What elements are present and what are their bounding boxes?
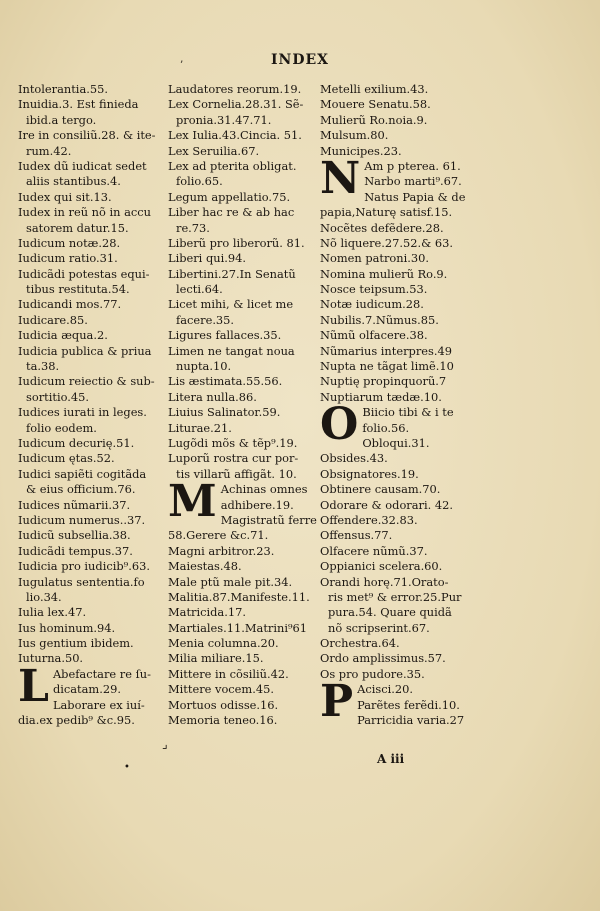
- index-entry: Intolerantia.55.: [18, 82, 108, 96]
- index-entry: Ligures fallaces.35.: [168, 328, 282, 343]
- index-entry: Mouere Senatu.58.: [320, 97, 431, 112]
- index-entry: lio.34.: [26, 589, 62, 604]
- index-entry: Limen ne tangat noua: [168, 343, 295, 358]
- index-entry: ris met⁹ & error.25.Pur: [328, 589, 462, 604]
- index-entry: 58.Gerere &c.71.: [168, 528, 269, 543]
- index-entry: Obsignatores.19.: [320, 466, 419, 481]
- index-entry: folio.56.: [362, 420, 410, 435]
- index-entry: Achinas omnes: [220, 482, 308, 497]
- index-entry: papia,Naturę satisf.15.: [320, 205, 453, 220]
- ink-dot: •: [124, 762, 130, 773]
- index-entry: Nomen patroni.30.: [320, 251, 430, 266]
- index-entry: Iudicia pro iudicib⁹.63.: [18, 559, 150, 574]
- index-entry: Iudex qui sit.13.: [18, 189, 112, 204]
- index-entry: Matricida.17.: [168, 605, 246, 620]
- index-entry: Obsides.43.: [320, 451, 388, 466]
- letter-block-m: [168, 476, 317, 528]
- drop-cap-n: N: [320, 152, 361, 204]
- letter-block-l: [18, 660, 166, 729]
- index-entry: folio.65.: [176, 174, 223, 189]
- index-entry: Mulsum.80.: [320, 128, 389, 143]
- letter-block-p: [320, 676, 468, 728]
- index-column-1: [18, 82, 166, 728]
- index-entry: Iudici sapiẽti cogitãda: [18, 466, 147, 481]
- entries-i: [18, 82, 166, 667]
- index-entry: Abefactare re ſu‑: [52, 666, 151, 681]
- index-entry: Mittere in cõsiliũ.42.: [168, 666, 289, 681]
- index-entry: Lugõdi mõs & tẽp⁹.19.: [168, 435, 298, 450]
- index-entry: Male ptũ male pit.34.: [168, 574, 293, 589]
- drop-cap-m: M: [168, 476, 217, 528]
- index-entry: Iudicum notæ.28.: [18, 235, 121, 250]
- index-entry: Martiales.11.Matrini⁹61: [168, 620, 308, 635]
- drop-cap-l: L: [18, 660, 49, 712]
- index-entry: Iudicum ętas.52.: [18, 451, 115, 466]
- index-entry: Iugulatus sententia.fo: [18, 574, 145, 589]
- index-entry: pura.54. Quare quidã: [328, 605, 452, 620]
- index-entry: Parricidia varia.27: [357, 713, 465, 728]
- index-entry: Iudicia æqua.2.: [18, 328, 108, 343]
- index-entry: Narbo marti⁹.67.: [364, 174, 462, 189]
- index-entry: Ius hominum.94.: [18, 620, 116, 635]
- index-entry: Iudex in reũ nõ in accu: [18, 205, 151, 220]
- index-entry: Magni arbitror.23.: [168, 543, 275, 558]
- index-entry: Lex Iulia.43.Cincia. 51.: [168, 128, 302, 143]
- index-entry: Iudicãdi potestas equi‑: [18, 266, 150, 281]
- index-entry: Iudicum decurię.51.: [18, 435, 135, 450]
- index-entry: Litera nulla.86.: [168, 389, 257, 404]
- index-entry: Iudicare.85.: [18, 312, 88, 327]
- index-entry: Liberũ pro liberorũ. 81.: [168, 235, 305, 250]
- index-entry: adhibere.19.: [220, 497, 294, 512]
- index-entry: Metelli exilium.43.: [320, 82, 429, 96]
- index-entry: Biicio tibi & i te: [362, 405, 454, 420]
- index-entry: Mittere vocem.45.: [168, 682, 274, 697]
- index-entry: sortitio.45.: [26, 389, 89, 404]
- index-entry: Obloqui.31.: [362, 435, 430, 450]
- index-entry: Orandi horę.71.Orato‑: [320, 574, 449, 589]
- index-entry: ta.38.: [26, 359, 60, 374]
- index-entry: Mortuos odisse.16.: [168, 697, 279, 712]
- index-entry: Municipes.23.: [320, 143, 402, 158]
- index-entry: Odorare & odorari. 42.: [320, 497, 453, 512]
- index-entry: Lis æstimata.55.56.: [168, 374, 283, 389]
- letter-block-n: [320, 152, 468, 205]
- index-entry: Liuius Salinator.59.: [168, 405, 281, 420]
- index-entry: Laborare ex iuí‑: [52, 697, 145, 712]
- index-column-3: [320, 82, 468, 728]
- index-entry: aliis stantibus.4.: [26, 174, 121, 189]
- index-entry: Nuptiarum tædæ.10.: [320, 389, 442, 404]
- drop-cap-o: O: [320, 399, 359, 451]
- index-entry: nupta.10.: [176, 359, 232, 374]
- index-entry: Ius gentium ibidem.: [18, 636, 134, 651]
- index-entry: Ordo amplissimus.57.: [320, 651, 446, 666]
- index-entry: ibid.a tergo.: [26, 112, 97, 127]
- index-entry: Am p pterea. 61.: [364, 158, 461, 173]
- index-entry: Os pro pudore.35.: [320, 666, 425, 681]
- index-entry: Offendere.32.83.: [320, 512, 418, 527]
- index-entry: nõ scripserint.67.: [328, 620, 430, 635]
- index-entry: Acisci.20.: [357, 682, 413, 697]
- index-entry: Olfacere nũmũ.37.: [320, 543, 428, 558]
- entries-n: [320, 205, 468, 405]
- page-title: INDEX: [270, 52, 330, 68]
- index-entry: satorem datur.15.: [26, 220, 129, 235]
- index-entry: pronia.31.47.71.: [176, 112, 272, 127]
- index-entry: Nũmũ olfacere.38.: [320, 328, 428, 343]
- index-entry: Lex Seruilia.67.: [168, 143, 260, 158]
- index-entry: Nomina mulierũ Ro.9.: [320, 266, 448, 281]
- index-entry: tis villarũ affigãt. 10.: [176, 466, 297, 481]
- index-entry: Iudicãdi tempus.37.: [18, 543, 133, 558]
- entries-m-cont: [320, 82, 468, 159]
- index-entry: Malitia.87.Manifeste.11.: [168, 589, 310, 604]
- index-entry: Nuptię propinquorũ.7: [320, 374, 447, 389]
- index-entry: Nõ liquere.27.52.& 63.: [320, 235, 454, 250]
- index-entry: Magistratũ ferre: [220, 512, 317, 527]
- entries-l-cont: [168, 82, 316, 482]
- index-entry: Iudicum reiectio & sub‑: [18, 374, 155, 389]
- index-entry: Nosce teipsum.53.: [320, 282, 428, 297]
- index-entry: Legum appellatio.75.: [168, 189, 291, 204]
- letter-block-o: [320, 399, 468, 451]
- signature-mark: A iii: [377, 752, 405, 766]
- index-entry: folio eodem.: [26, 420, 97, 435]
- index-entry: Memoria teneo.16.: [168, 713, 278, 728]
- index-column-2: [168, 82, 316, 728]
- index-entry: & eius officium.76.: [26, 482, 136, 497]
- index-entry: Iudicia publica & priua: [18, 343, 152, 358]
- index-entry: tibus restituta.54.: [26, 282, 130, 297]
- drop-cap-p: P: [320, 676, 354, 728]
- entries-o: [320, 451, 468, 682]
- index-entry: Licet mihi, & licet me: [168, 297, 294, 312]
- index-entry: Mulierũ Ro.noia.9.: [320, 112, 428, 127]
- ink-speck: ’: [180, 60, 184, 71]
- index-entry: Iudices iurati in leges.: [18, 405, 147, 420]
- index-entry: Lex Cornelia.28.31. Sẽ‑: [168, 97, 304, 112]
- index-entry: Menia columna.20.: [168, 636, 279, 651]
- index-entry: Iudex dũ iudicat sedet: [18, 158, 147, 173]
- index-entry: Laudatores reorum.19.: [168, 82, 302, 96]
- index-entry: lecti.64.: [176, 282, 223, 297]
- index-entry: Iudices nũmarii.37.: [18, 497, 131, 512]
- index-entry: Liturae.21.: [168, 420, 232, 435]
- index-entry: re.73.: [176, 220, 210, 235]
- index-entry: Liberi qui.94.: [168, 251, 246, 266]
- index-entry: Nocẽtes defẽdere.28.: [320, 220, 444, 235]
- index-entry: Ire in consiliũ.28. & ite‑: [18, 128, 156, 143]
- index-entry: Libertini.27.In Senatũ: [168, 266, 296, 281]
- index-entry: Liber hac re & ab hac: [168, 205, 295, 220]
- index-entry: Milia miliare.15.: [168, 651, 264, 666]
- index-entry: Nũmarius interpres.49: [320, 343, 452, 358]
- index-entry: Oppianici scelera.60.: [320, 559, 443, 574]
- index-entry: Inuidia.3. Est finieda: [18, 97, 139, 112]
- index-entry: rum.42.: [26, 143, 72, 158]
- index-entry: Iudicum ratio.31.: [18, 251, 118, 266]
- index-entry: Offensus.77.: [320, 528, 393, 543]
- index-entry: Iudicũ subsellia.38.: [18, 528, 131, 543]
- index-entry: Iuturna.50.: [18, 651, 84, 666]
- index-entry: Iulia lex.47.: [18, 605, 87, 620]
- index-entry: Nupta ne tãgat limẽ.10: [320, 359, 454, 374]
- index-entry: Nubilis.7.Nũmus.85.: [320, 312, 439, 327]
- index-entry: dicatam.29.: [52, 682, 121, 697]
- bracket-mark: ⌟: [162, 737, 168, 751]
- index-entry: Orchestra.64.: [320, 636, 400, 651]
- index-entry: Iudicum numerus..37.: [18, 512, 146, 527]
- index-entry: facere.35.: [176, 312, 235, 327]
- index-entry: Iudicandi mos.77.: [18, 297, 122, 312]
- index-entry: Notæ iudicum.28.: [320, 297, 424, 312]
- index-entry: dia.ex pedib⁹ &c.95.: [18, 713, 135, 728]
- index-entry: Maiestas.48.: [168, 559, 242, 574]
- index-entry: Natus Papia & de: [364, 189, 466, 204]
- index-entry: Lex ad pterita obligat.: [168, 158, 297, 173]
- index-entry: Obtinere causam.70.: [320, 482, 441, 497]
- index-entry: Luporũ rostra cur por‑: [168, 451, 299, 466]
- index-entry: Parẽtes ferẽdi.10.: [357, 697, 460, 712]
- entries-m: [168, 528, 316, 728]
